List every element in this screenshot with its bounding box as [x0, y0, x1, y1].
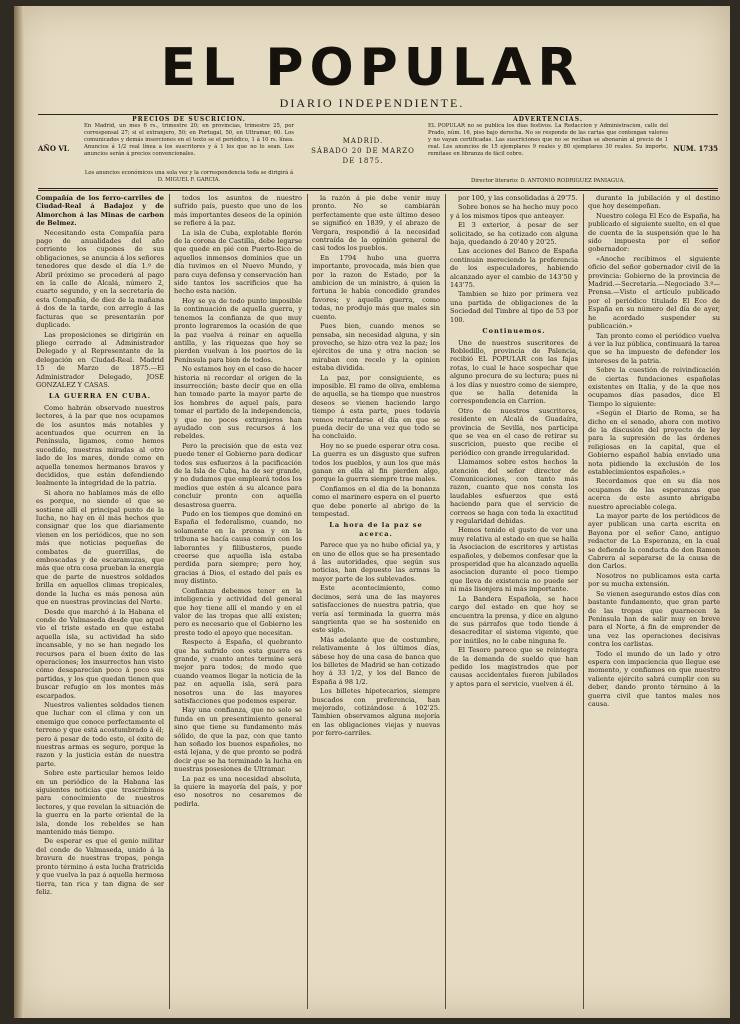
subscription-footer: Los anuncios económicos una sola vez y la correspondencia toda se dirigirá á D. MIGUEL F. GARCIA. — [84, 170, 294, 183]
article-paragraph: En 1794 hubo una guerra importante, provocada, más bien que por la razon de Estado, por la ambicion de un ministro, á quien la fortuna le había concedido grandes favores; y aquella guerra, como todas, no produjo más que males sin cuento. — [312, 253, 440, 321]
article-paragraph: La isla de Cuba, explotable florón de la corona de Castilla, debe legarse que quede en pié con Puerto-Rico de aquellos inmensos dominios que un día tuvimos en el Nuevo Mundo, y para cuya defensa y conservación han sido tantos los sacrificios que ha hecho esta nación. — [174, 228, 302, 296]
article-paragraph: Más adelante que de costumbre, relativamente á los últimos días, sábese hoy de una casa de banca que los billetes de Madrid se han cotizado hoy á 33 1/2, y los del Banco de España á 98 1/2. — [312, 635, 440, 686]
article-paragraph: Los billetes hipotecarios, siempre buscados con preferencia, han mejorado, cotizándose á 102'25. Tambien observamos alguna mejoría en las obligaciones viejas y nuevas por ferro-carriles. — [312, 687, 440, 738]
article-paragraph: El 3 exterior, á pesar de ser solicitado, se ha cotizado con alguna baja, quedando á 20'40 y 20'25. — [450, 221, 578, 247]
article-paragraph: Compañía de los ferro-carriles de Ciudad-Real á Badajoz y de Almorchon á las Minas de carbon de Belmez. — [36, 194, 164, 228]
article-paragraph: Se vienen asegurando estos días con bastante fundamento, que gran parte de las tropas que guarnecen la Península han de salir muy en breve para el Norte, á fin de emprender de una vez las operaciones decisivas contra los carlistas. — [588, 589, 720, 649]
article-paragraph: todos los asuntos de nuestro sufrido país, puesto que uno de los más importantes deseos de la opinión se refiere á la paz. — [174, 194, 302, 228]
article-paragraph: Hemos tenido el gusto de ver una muy relativa al estado en que se halla la Asociacion de escritores y artistas españoles, y debemos confesar que la prosperidad que ha alcanzado aquella asociacion durante el poco tiempo que lleva de existencia no puede ser ni más lisonjera ni más importante. — [450, 526, 578, 594]
article-paragraph: Nuestros valientes soldados tienen que luchar con el clima y con un enemigo que conoce perfectamente el terreno y que está acostumbrado á él; pero á pesar de todo esto, el éxito de nuestras armas es seguro, porque la razon y la justicia están de nuestra parte. — [36, 700, 164, 768]
header-band — [38, 116, 718, 176]
article-paragraph: La paz es una necesidad absoluta, la quiere la mayoría del país, y por eso nosotros no cesaremos de pedirla. — [174, 774, 302, 808]
article-paragraph: la razón á pie debe venir muy pronto. No se cambiarán perfectamente que este último deseo se significó en 1839, y el abrazo de Vergara, respondió á la necesidad contraída de la opinión general de casi todos los pueblos. — [312, 194, 440, 253]
newspaper-page — [14, 6, 730, 1018]
notices-title: ADVERTENCIAS. — [513, 116, 583, 123]
article-paragraph: No estamos hoy en el caso de hacer historia ni recordar el origen de la insurrección; baste decir que en ella han tomado parte la mayor parte de los hombres de aquel país, para tomar el partido de la independencia, y que no pocos extranjeros han ayudado con sus recursos á los rebeldes. — [174, 365, 302, 441]
article-paragraph: Necesitando esta Compañía para pago de anualidades del año corriente los cupones de sus obligaciones, se anuncia á los señores tenedores que desde el día 1.º de Abril próximo se procederá al pago en la calle de Alcalá, número 2, cuarto segundo, y en la secretaría de esta Compañía, de diez de la mañana á dos de la tarde, con arreglo á las facturas que se presentarán por duplicado. — [36, 228, 164, 330]
dateline-date: SÁBADO 20 DE MARZO DE 1875. — [311, 147, 415, 165]
article-paragraph: Nuestro colega El Eco de España, ha publicado el siguiente suelto, en el que de cuenta de la suspensión que le ha sido impuesta por el señor gobernador: — [588, 211, 720, 254]
column-divider — [307, 194, 308, 1009]
article-paragraph: Si ahora no hablamos más de ello es porque, no siendo el que se sostiene allí el principal punto de la lucha, no hay en él más hechos que consignar que los que diariamente vienen en los periódicos, que no son más que noticias pequeñas de combates de guerrillas, de emboscadas y de escaramuzas, que más que otra cosa prueban la energía que de parte de nuestros soldados brilla en aquellos climas tropicales, donde la lucha es más penosa aún que en nuestras provincias del Norte. — [36, 488, 164, 607]
article-paragraph: Respecto á España, el quebranto que ha sufrido con esta guerra es grande, y cuanto antes termine será mejor para todos; de modo que cuando veamos llegar la noticia de la paz en aquella isla, será para nosotros una de las mayores satisfacciones que podemos esperar. — [174, 638, 302, 705]
article-paragraph: Confianza debemos tener en la inteligencia y actividad del general que hoy tiene allí el mando y en el valor de las tropas que allí existen; pero es necesario que el Gobierno les preste todo el apoyo que necesitan. — [174, 586, 302, 637]
article-paragraph: Confiamos en el dia de la bonanza como el marinero espera en el puerto que debe ponerle al abrigo de la tempestad. — [312, 484, 440, 519]
article-paragraph: Todo el mundo de un lado y otro espera con impaciencia que llegue ese momento, y confiamos en que nuestro valiente ejército sabrá cumplir con su deber, dando pronto término á la guerra civil que tantos males nos causa. — [588, 649, 720, 708]
article-heading: Continuemos. — [482, 327, 546, 336]
article-paragraph: El Tesoro parece que se reintegra de la demanda de sueldo que han pedido los magistrados que por causas accidentales fueron jubilados y aptos para el servicio, vuelven á él. — [450, 646, 578, 688]
dateline — [308, 136, 418, 166]
article-paragraph: Este acontecimiento, como decimos, será una de las mayores satisfacciones de nuestra patria, que vería así terminada la guerra más sangrienta que se ha sostenido en este siglo. — [312, 584, 440, 635]
article-paragraph: Desde que marchó á la Habana el conde de Valmaseda desde que aquel vio el triste estado en que estaba aquella isla, su actividad ha sido incansable, y no se han negado los recursos para el buen éxito de las operaciones; los insurrectos han visto cómo desaparecían poco á poco sus partidas, y los que quedan tienen que buscar refugio en los montes más escarpados. — [36, 607, 164, 700]
masthead-title: EL POPULAR — [160, 38, 584, 98]
article-paragraph: Parece que ya no hubo oficial ya, y en uno de ellos que se ha presentado á las autoridades, que según sus noticias, han depuesto las armas la mayor parte de los sublevados. — [312, 541, 440, 583]
article-paragraph: «Según el Diario de Roma, se ha dicho en el senado, ahora con motivo de la discusión del proyecto de ley para la supresión de las órdenes religiosas en la capital, que el Gobierno español habia enviado una nota pidiendo la exclusión de los establecimientos españoles.» — [588, 409, 720, 476]
notices-footer: Director literario: D. ANTONIO RODRIGUEZ PANIAGUA. — [471, 178, 625, 184]
article-paragraph: Uno de nuestros suscritores de Robledillo, provincia de Palencia, recibió EL POPULAR con las fajas rotas, lo cual le hace sospechar que alguno procura de su lectura; pues ni á los días y nuestro como de siempre, que se halla detenida la correspondencia en Carrion. — [450, 338, 578, 406]
column-1 — [36, 194, 164, 1009]
column-5 — [588, 194, 720, 1009]
column-divider — [169, 194, 170, 1009]
article-paragraph: Pudo en los tiempos que dominó en España el federalismo, cuando, no solamente en la prensa y en la tribuna se hacía causa común con los laborantes y filibusteros, puede creerse que aquella isla estaba perdida para siempre; pero hoy, gracias á Dios, el estado del país es muy distinto. — [174, 510, 302, 586]
article-paragraph: durante la jubilación y el destino que hoy desempeñan. — [588, 194, 720, 211]
article-paragraph: Recordamos que en su día nos ocupamos de las esperanzas que acerca de este asunto abrigaba nuestro apreciable colega. — [588, 477, 720, 511]
article-paragraph: «Anoche recibimos el siguiente oficio del señor gobernador civil de la provincia: Gobierno de la provincia de Madrid.—Secretaría.—Negociado 3.º—Prensa.—Visto el artículo publicado por el periódico titulado El Eco de España en su número del día de ayer, he acordado suspender su publicación.» — [588, 254, 720, 331]
dateline-city: MADRID. — [342, 137, 384, 145]
article-heading: LA GUERRA EN CUBA. — [48, 392, 152, 401]
article-paragraph: Pues bien, cuando menos se pensaba, sin necesidad alguna, y sin provecho, se hizo otra vez la paz; los ejércitos de una y otra nacion se miraban con recelo y la opinion estaba dividida. — [312, 322, 440, 373]
article-paragraph: Hoy se ya de todo punto imposible la continuación de aquella guerra, y tenemos la confianza de que muy pronto lograremos la ocasión de que la paz vuelva á reinar en aquella antilla, y las riquezas que hoy se pierden vuelvan á los puertos de la Península para bien de todos. — [174, 296, 302, 364]
article-paragraph: Pero la precisión que de esta vez puede tener el Gobierno para dedicar todos sus esfuerzos á la pacificación de la Isla de Cuba, ha de ser grande, y no dudamos que empleará todos los medios que estén á su alcance para concluir pronto con aquella desastrosa guerra. — [174, 441, 302, 509]
article-paragraph: La paz, por consiguiente, es imposible. El ramo de oliva, emblema de aquella, se ha tiempo que nuestros deseos se vienen haciendo largo tiempo á esta parte, pues todavía vemos retardarse el día en que se pueda decir de una vez que todo se ha concluido. — [312, 373, 440, 441]
subscription-box — [84, 116, 294, 158]
article-paragraph: De esperar es que el genio militar del conde de Valmaseda, unido á la bravura de nuestras tropas, ponga pronto término á esta lucha fratricida y que vuelva la paz á aquella hermosa tierra, tan rica y tan digna de ser feliz. — [36, 837, 164, 896]
article-paragraph: Sobre la cuestión de reivindicación de ciertas fundaciones españolas existentes en Italia, y de la que nos ocupamos días pasados, dice El Tiempo lo siguiente: — [588, 366, 720, 408]
subscription-text: En Madrid, un mes 6 rs., trimestre 20; en provincias, trimestre 25, por corresponsal 27; si el extranjero, 50; en Portugal, 50, en Ultramar, 60. Los comunicados y demás inserciones en el texto se el periódico, 1 á 10 rs. línea. Anuncios á 1/2 real línea a los suscritores y á 1 los que no lo sean. Los anuncios serán á precios convencionales. — [84, 123, 294, 157]
header-bottom-rule-2 — [38, 190, 718, 191]
column-divider — [445, 194, 446, 1009]
article-paragraph: Nosotros no publicamos esta carta por su mucha extensión. — [588, 571, 720, 589]
binding-edge — [14, 6, 24, 1018]
article-paragraph: Hoy no se puede esperar otra cosa. La guerra es un disgusto que sufren todos los pueblos, y aun los que más ganan en ella al fin pierden algo, porque la guerra siempre trae males. — [312, 441, 440, 484]
article-paragraph: Como habrán observado nuestros lectores, á la par que nos ocupamos de los asuntos más notables y acentuados que ocurren en la Península, ligamos, como hemos sucedido, nuestras miradas al otro lado de los mares, donde como en aquella tenemos hermanos bravos y decididos, que están defendiendo lealmente la integridad de la patria. — [36, 403, 164, 488]
article-paragraph: Sobre este particular hemos leido en un periódico de la Habana las siguientes noticias que trascribimos para conocimiento de nuestros lectores, y que revelan la situación de la guerra en la parte oriental de la isla, donde los rebeldes se han mantenido más tiempo. — [36, 769, 164, 837]
article-heading: La hora de la paz se acerca. — [329, 521, 423, 538]
column-2 — [174, 194, 302, 1009]
masthead-subtitle: DIARIO INDEPENDIENTE. — [279, 96, 465, 110]
subscription-title: PRECIOS DE SUSCRICION. — [132, 116, 246, 123]
article-paragraph: Otro de nuestros suscritores, residente en Alcalá de Guadaíra, provincia de Sevilla, nos participa que se vea en el caso de retirar su suscricion, puesto que recibe el periódico con grande irregularidad. — [450, 406, 578, 457]
article-paragraph: Tan pronto como el periódico vuelva á ver la luz pública, continuará la tarea que se ha impuesto de defender los intereses de la patria. — [588, 331, 720, 365]
article-paragraph: Llamamos sobre estos hechos la atención del señor director de Comunicaciones, con tanto más razon, cuanto que nos consta los laudables esfuerzos que está haciendo para que el servicio de correos se haga con toda la exactitud y regularidad debidas. — [450, 458, 578, 526]
notices-box — [428, 116, 668, 158]
article-paragraph: Sobre bonos se ha hecho muy poco y á los mismos tipos que anteayer. — [450, 203, 578, 220]
article-columns — [36, 194, 726, 1009]
article-paragraph: por 100, y las consolidadas á 29'75. — [458, 194, 578, 202]
article-paragraph: La Bandera Española, se hace cargo del estado en que hoy se encuentra la prensa, y dice en alguno de sus párrafos que todo tiende á desacreditar el sistema vigente, que por inútiles, no le cabe ninguna fe. — [450, 594, 578, 645]
article-paragraph: Las acciones del Banco de España continuán mereciendo la preferencia de los especuladores, habiendo alcanzado ayer el cambio de 143'50 y 143'75. — [450, 247, 578, 290]
article-paragraph: Las proposiciones se dirigirán en pliego cerrado al Administrador Delegado y al Representante de la delegación en Ciudad-Real. Madrid 15 de Marzo de 1875.—El Administrador Delegado, JOSÉ GONZALEZ Y CASAS. — [36, 330, 164, 389]
column-4 — [450, 194, 578, 1009]
article-paragraph: Tambien se hizo por primera vez una partida de obligaciones de la Sociedad del Timbre al tipo de 53 por 100. — [450, 290, 578, 324]
header-bottom-rule — [38, 188, 718, 189]
notices-text: EL POPULAR no se publica los días festivos. La Redaccion y Administracion, calle del Prado, núm. 16, piso bajo derecha. No se responde de las cartas que contengan valores y no vayan certificadas. Las suscriciones que no se reciban se abonarán al precio de 1 real. Los anuncios de 15 ejemplares 9 reales y 80 ejemplares 30 reales. Su importe, remítase en libranza de fácil cobro. — [428, 123, 668, 157]
year-label: AÑO VI. — [38, 144, 70, 153]
column-divider — [583, 194, 584, 1009]
article-paragraph: La mayor parte de los periódicos de ayer publican una carta escrita en Bayona por el señor Cano, antiguo redactor de La Esperanza, en la cual se defiende la conducta de don Ramon Cabrera al separarse de la causa de don Carlos. — [588, 512, 720, 571]
column-3 — [312, 194, 440, 1009]
header-top-rule — [38, 114, 718, 115]
issue-number: NUM. 1735 — [673, 144, 718, 153]
article-paragraph: Hay una confianza, que no solo se funda en un presentimiento general sino que tiene su fundamento más sólido, de que la paz, con que tanto han soñado los buenos españoles, no está lejana, y de que pronto se podrá decir que se ha terminado la lucha en nuestras posesiones de Ultramar. — [174, 706, 302, 774]
